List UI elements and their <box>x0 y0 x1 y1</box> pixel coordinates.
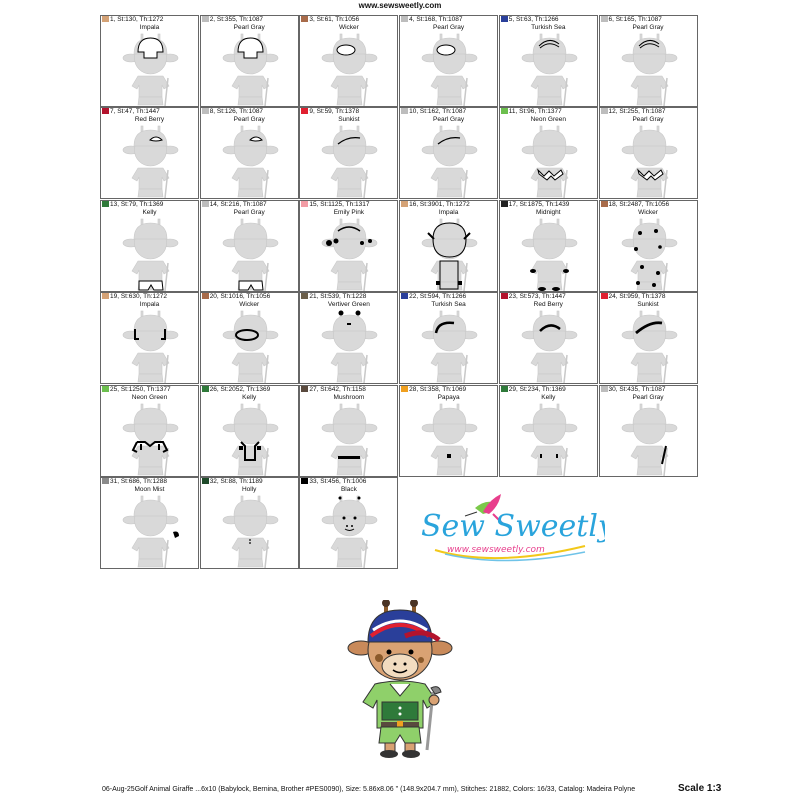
color-step-cell <box>200 292 299 384</box>
giraffe-preview <box>600 201 698 292</box>
thread-name: Papaya <box>437 393 460 401</box>
thread-name: Black <box>340 486 357 493</box>
step-stitch-info: 14, St:216, Th:1087 <box>209 200 267 208</box>
giraffe-preview <box>600 293 698 384</box>
giraffe-preview <box>101 108 199 199</box>
giraffe-preview <box>300 201 398 292</box>
thread-name: Wicker <box>239 301 260 309</box>
step-stitch-info: 6, St:165, Th:1087 <box>608 16 662 23</box>
giraffe-preview <box>300 386 398 477</box>
thread-name: Vertiver Green <box>327 301 370 309</box>
step-stitch-info: 29, St:234, Th:1369 <box>508 385 566 393</box>
thread-name: Pearl Gray <box>233 116 265 124</box>
giraffe-preview <box>400 386 498 477</box>
color-step-cell <box>599 292 698 384</box>
step-stitch-info: 7, St:47, Th:1447 <box>110 108 160 116</box>
giraffe-preview <box>500 386 598 477</box>
giraffe-preview <box>201 16 299 107</box>
giraffe-preview <box>300 478 398 569</box>
color-step-cell <box>200 200 299 292</box>
giraffe-preview <box>600 108 698 199</box>
giraffe-preview <box>400 293 498 384</box>
thread-name: Mushroom <box>333 393 365 401</box>
color-step-cell <box>299 15 398 107</box>
giraffe-preview <box>201 386 299 477</box>
thread-name: Pearl Gray <box>433 116 465 124</box>
sew-sweetly-logo <box>405 490 605 570</box>
step-stitch-info: 33, St:456, Th:1006 <box>309 478 367 485</box>
color-step-cell <box>399 385 498 477</box>
giraffe-preview <box>600 16 698 107</box>
logo-url: www.sewsweetly.com <box>447 545 545 555</box>
step-stitch-info: 4, St:168, Th:1087 <box>409 16 463 23</box>
thread-name: Midnight <box>536 208 561 216</box>
color-step-cell <box>100 477 199 569</box>
step-stitch-info: 13, St:79, Th:1369 <box>110 200 164 208</box>
step-stitch-info: 20, St:1016, Th:1056 <box>209 293 271 301</box>
giraffe-preview <box>300 16 398 107</box>
thread-name: Red Berry <box>134 116 165 124</box>
finished-giraffe-illustration <box>335 600 465 760</box>
step-stitch-info: 19, St:630, Th:1272 <box>110 293 167 301</box>
thread-name: Holly <box>241 486 257 493</box>
color-step-cell <box>499 15 598 107</box>
step-stitch-info: 16, St:3901, Th:1272 <box>409 200 470 208</box>
giraffe-preview <box>201 108 299 199</box>
step-stitch-info: 12, St:255, Th:1087 <box>608 108 666 116</box>
step-stitch-info: 26, St:2052, Th:1369 <box>209 385 271 393</box>
color-step-cell <box>299 292 398 384</box>
step-stitch-info: 28, St:358, Th:1069 <box>409 385 467 393</box>
step-stitch-info: 24, St:959, Th:1378 <box>608 293 666 301</box>
thread-name: Turkish Sea <box>431 301 466 309</box>
color-step-cell <box>399 15 498 107</box>
thread-name: Kelly <box>142 208 157 216</box>
footer-info: 06-Aug-25Golf Animal Giraffe ...6x10 (Babylock, Bernina, Brother #PES0090), Size: 5.86x8.06 " (148.9x204.7 mm), Stitches: 21882, Colors: 16/33, Catalog: Madeira Polyne <box>102 786 636 793</box>
color-step-cell <box>499 200 598 292</box>
thread-name: Emily Pink <box>333 208 365 216</box>
color-step-cell <box>100 200 199 292</box>
step-stitch-info: 31, St:686, Th:1288 <box>110 478 167 485</box>
color-step-cell <box>299 200 398 292</box>
step-stitch-info: 15, St:1125, Th:1317 <box>309 200 370 208</box>
color-step-cell <box>499 292 598 384</box>
color-step-cell <box>200 477 299 569</box>
color-step-cell <box>299 385 398 477</box>
color-step-cell <box>499 107 598 199</box>
giraffe-preview <box>101 16 199 107</box>
thread-name: Turkish Sea <box>531 24 566 31</box>
logo-text: Sew Sweetly <box>421 509 605 544</box>
giraffe-preview <box>201 293 299 384</box>
color-step-cell <box>399 107 498 199</box>
color-step-cell <box>200 107 299 199</box>
step-stitch-info: 2, St:355, Th:1087 <box>209 16 264 23</box>
giraffe-preview <box>101 201 199 292</box>
step-stitch-info: 18, St:2487, Th:1056 <box>608 200 670 208</box>
giraffe-preview <box>400 108 498 199</box>
color-step-cell <box>299 107 398 199</box>
step-stitch-info: 21, St:539, Th:1228 <box>309 293 367 301</box>
color-step-cell <box>200 15 299 107</box>
giraffe-preview <box>400 16 498 107</box>
color-step-cell <box>200 385 299 477</box>
step-stitch-info: 23, St:573, Th:1447 <box>508 293 566 301</box>
step-stitch-info: 3, St:61, Th:1056 <box>309 16 360 23</box>
thread-name: Impala <box>139 301 160 309</box>
thread-name: Red Berry <box>533 301 563 309</box>
color-step-cell <box>599 15 698 107</box>
giraffe-preview <box>300 293 398 384</box>
giraffe-preview <box>201 201 299 292</box>
step-stitch-info: 8, St:126, Th:1087 <box>209 108 264 116</box>
thread-name: Kelly <box>242 393 257 401</box>
giraffe-preview <box>400 201 498 292</box>
thread-name: Wicker <box>638 208 658 216</box>
color-step-cell <box>599 200 698 292</box>
giraffe-preview <box>500 108 598 199</box>
thread-name: Kelly <box>541 393 556 401</box>
giraffe-preview <box>500 201 598 292</box>
thread-name: Neon Green <box>131 393 168 401</box>
color-step-cell <box>599 385 698 477</box>
giraffe-preview <box>101 386 199 477</box>
color-step-cell <box>399 292 498 384</box>
thread-name: Pearl Gray <box>632 24 664 31</box>
color-step-cell <box>100 385 199 477</box>
step-stitch-info: 22, St:594, Th:1266 <box>409 293 467 301</box>
thread-name: Moon Mist <box>134 486 165 493</box>
color-step-cell <box>499 385 598 477</box>
step-stitch-info: 32, St:88, Th:1189 <box>209 478 263 485</box>
step-stitch-info: 27, St:642, Th:1158 <box>309 385 366 393</box>
giraffe-preview <box>500 16 598 107</box>
giraffe-preview <box>300 108 398 199</box>
color-step-cell <box>399 200 498 292</box>
step-stitch-info: 5, St:63, Th:1266 <box>508 16 559 23</box>
color-step-cell <box>599 107 698 199</box>
thread-name: Sunkist <box>338 116 360 124</box>
step-stitch-info: 9, St:59, Th:1378 <box>309 108 360 116</box>
thread-name: Pearl Gray <box>433 24 465 31</box>
thread-name: Pearl Gray <box>632 393 664 401</box>
thread-name: Neon Green <box>530 116 566 124</box>
scale-label: Scale 1:3 <box>678 783 722 794</box>
step-stitch-info: 25, St:1250, Th:1377 <box>110 385 171 393</box>
step-stitch-info: 30, St:435, Th:1087 <box>608 385 666 393</box>
color-step-cell <box>100 107 199 199</box>
color-step-cell <box>100 292 199 384</box>
step-stitch-info: 17, St:1875, Th:1439 <box>508 200 570 208</box>
color-step-cell <box>299 477 398 569</box>
step-stitch-info: 11, St:96, Th:1377 <box>508 108 562 116</box>
giraffe-preview <box>101 293 199 384</box>
giraffe-preview <box>201 478 299 569</box>
giraffe-preview <box>600 386 698 477</box>
step-stitch-info: 10, St:162, Th:1087 <box>409 108 467 116</box>
giraffe-preview <box>500 293 598 384</box>
color-sequence-grid <box>100 15 698 570</box>
thread-name: Pearl Gray <box>632 116 664 124</box>
site-url-header: www.sewsweetly.com <box>358 1 442 10</box>
color-step-cell <box>100 15 199 107</box>
thread-name: Impala <box>438 208 459 216</box>
thread-name: Pearl Gray <box>233 24 265 31</box>
thread-name: Impala <box>139 24 160 31</box>
thread-name: Pearl Gray <box>233 208 265 216</box>
thread-name: Sunkist <box>637 301 659 309</box>
giraffe-preview <box>101 478 199 569</box>
thread-name: Wicker <box>338 24 359 31</box>
step-stitch-info: 1, St:130, Th:1272 <box>110 16 164 23</box>
